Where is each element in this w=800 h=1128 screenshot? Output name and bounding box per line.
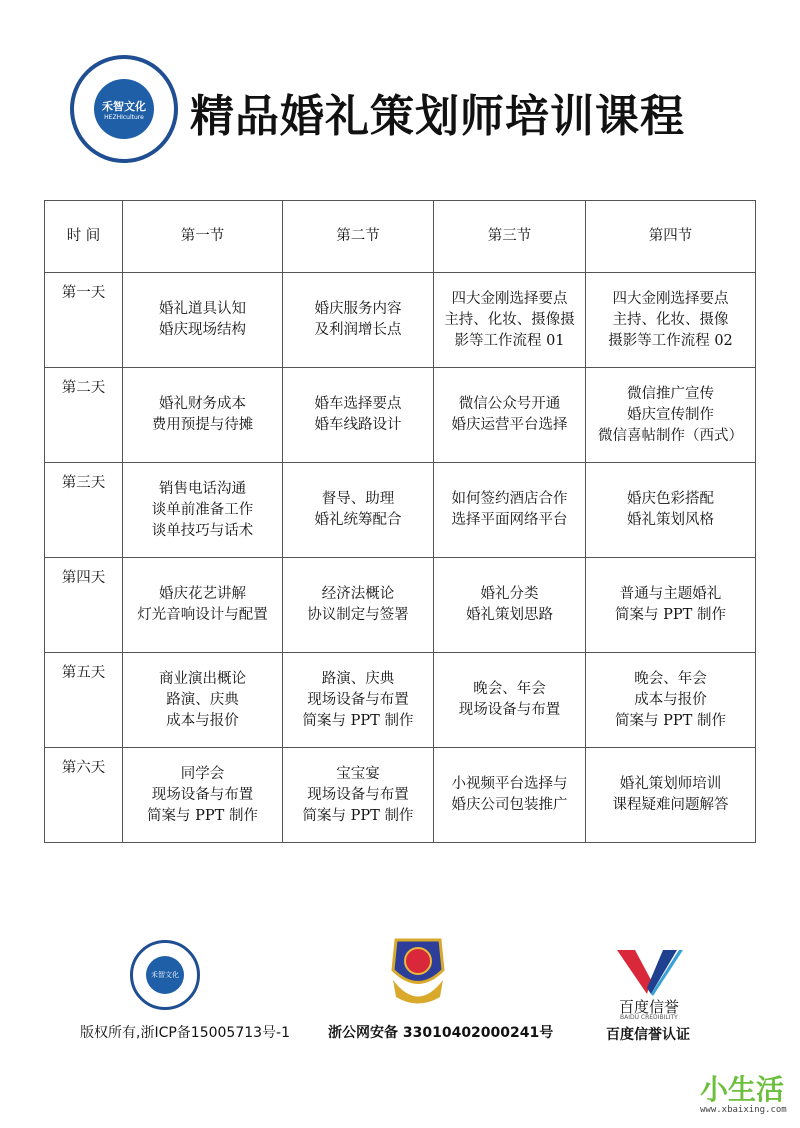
session-cell: 督导、助理 婚礼统筹配合 bbox=[283, 463, 434, 558]
session-cell: 路演、庆典 现场设备与布置 简案与 PPT 制作 bbox=[283, 653, 434, 748]
police-emblem-icon bbox=[388, 935, 448, 1010]
police-record: 浙公网安备 33010402000241号 bbox=[328, 1025, 554, 1041]
hezhi-logo-small bbox=[130, 940, 200, 1010]
column-header: 第二节 bbox=[283, 201, 434, 273]
baidu-credibility-logo-icon bbox=[617, 948, 683, 996]
table-row bbox=[45, 273, 756, 368]
column-header: 时 间 bbox=[45, 201, 123, 273]
day-label: 第一天 bbox=[45, 273, 123, 368]
logo-name-cn: 禾智文化 bbox=[102, 99, 146, 113]
table-row bbox=[45, 368, 756, 463]
column-header: 第三节 bbox=[434, 201, 586, 273]
column-header: 第一节 bbox=[123, 201, 283, 273]
watermark-url: www.xbaixing.com bbox=[700, 1105, 787, 1115]
table-header-row bbox=[45, 201, 756, 273]
session-cell: 婚礼分类 婚礼策划思路 bbox=[434, 558, 586, 653]
session-cell: 婚庆花艺讲解 灯光音响设计与配置 bbox=[123, 558, 283, 653]
day-label: 第三天 bbox=[45, 463, 123, 558]
baidu-logo-text: 百度信誉 bbox=[619, 998, 680, 1016]
session-cell: 婚车选择要点 婚车线路设计 bbox=[283, 368, 434, 463]
icp-copyright: 版权所有,浙ICP备15005713号-1 bbox=[80, 1025, 291, 1041]
table-row bbox=[45, 653, 756, 748]
session-cell: 销售电话沟通 谈单前准备工作 谈单技巧与话术 bbox=[123, 463, 283, 558]
page-title: 精品婚礼策划师培训课程 bbox=[190, 91, 685, 142]
day-label: 第五天 bbox=[45, 653, 123, 748]
session-cell: 四大金刚选择要点 主持、化妆、摄像摄 影等工作流程 01 bbox=[434, 273, 586, 368]
table-row bbox=[45, 748, 756, 843]
session-cell: 婚庆色彩搭配 婚礼策划风格 bbox=[586, 463, 756, 558]
session-cell: 四大金刚选择要点 主持、化妆、摄像 摄影等工作流程 02 bbox=[586, 273, 756, 368]
session-cell: 婚礼道具认知 婚庆现场结构 bbox=[123, 273, 283, 368]
session-cell: 商业演出概论 路演、庆典 成本与报价 bbox=[123, 653, 283, 748]
session-cell: 婚庆服务内容 及利润增长点 bbox=[283, 273, 434, 368]
session-cell: 晚会、年会 成本与报价 简案与 PPT 制作 bbox=[586, 653, 756, 748]
table-row bbox=[45, 463, 756, 558]
session-cell: 小视频平台选择与 婚庆公司包装推广 bbox=[434, 748, 586, 843]
session-cell: 普通与主题婚礼 简案与 PPT 制作 bbox=[586, 558, 756, 653]
day-label: 第二天 bbox=[45, 368, 123, 463]
logo-name-cn-small: 禾智文化 bbox=[151, 971, 179, 979]
table-row bbox=[45, 558, 756, 653]
session-cell: 微信公众号开通 婚庆运营平台选择 bbox=[434, 368, 586, 463]
baidu-logo-en: BAIDU CREDIBILITY bbox=[620, 1014, 678, 1021]
session-cell: 经济法概论 协议制定与签署 bbox=[283, 558, 434, 653]
day-label: 第四天 bbox=[45, 558, 123, 653]
hezhi-logo bbox=[70, 55, 178, 163]
baidu-credibility: 百度信誉认证 bbox=[606, 1027, 690, 1043]
session-cell: 婚礼财务成本 费用预提与待摊 bbox=[123, 368, 283, 463]
day-label: 第六天 bbox=[45, 748, 123, 843]
watermark: 小生活 bbox=[700, 1073, 785, 1106]
session-cell: 如何签约酒店合作 选择平面网络平台 bbox=[434, 463, 586, 558]
session-cell: 婚礼策划师培训 课程疑难问题解答 bbox=[586, 748, 756, 843]
logo-name-en: HEZHIculture bbox=[104, 113, 144, 121]
session-cell: 宝宝宴 现场设备与布置 简案与 PPT 制作 bbox=[283, 748, 434, 843]
session-cell: 晚会、年会 现场设备与布置 bbox=[434, 653, 586, 748]
course-table bbox=[44, 200, 756, 843]
session-cell: 微信推广宣传 婚庆宣传制作 微信喜帖制作（西式） bbox=[586, 368, 756, 463]
column-header: 第四节 bbox=[586, 201, 756, 273]
session-cell: 同学会 现场设备与布置 简案与 PPT 制作 bbox=[123, 748, 283, 843]
